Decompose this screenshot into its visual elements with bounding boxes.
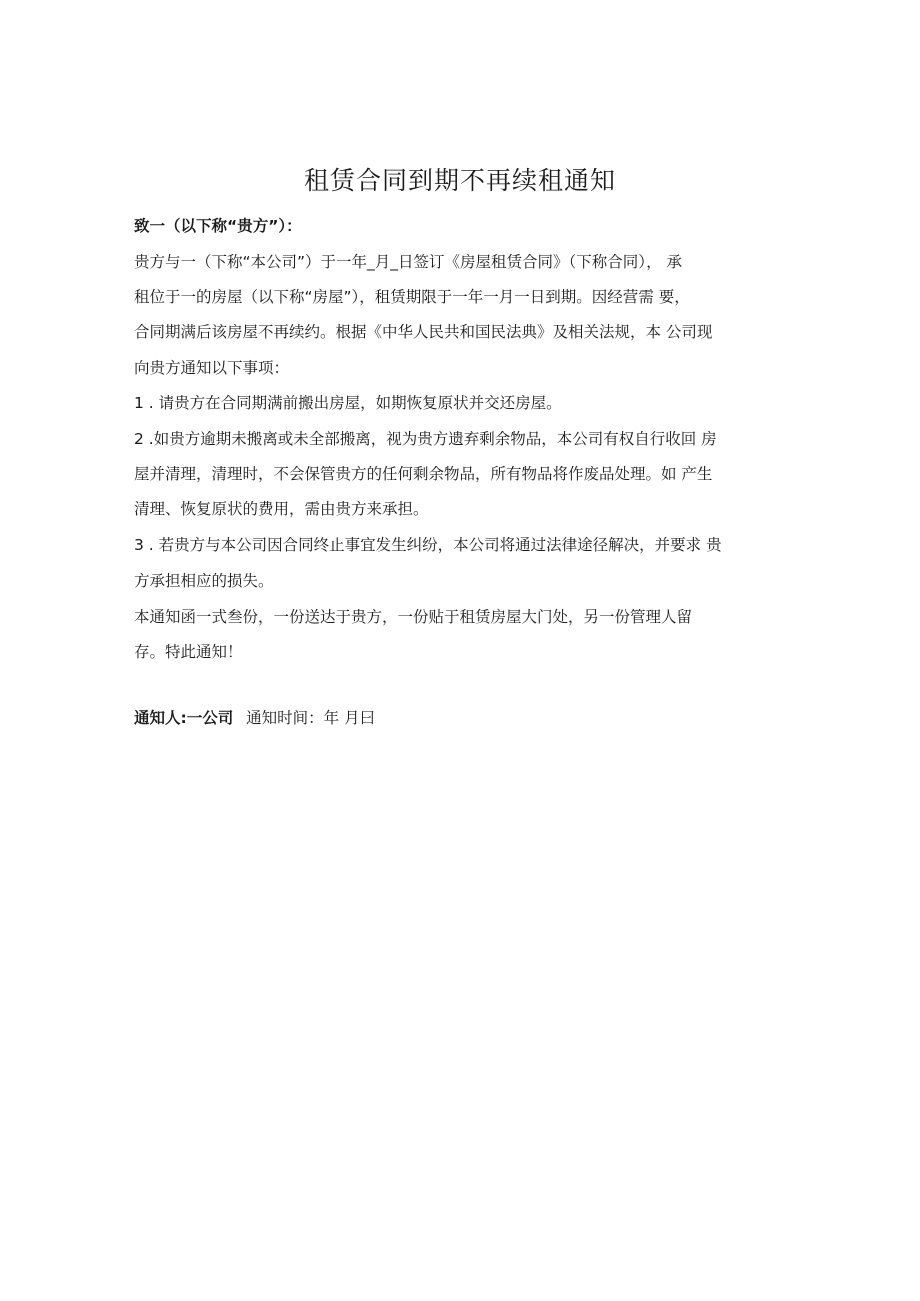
closing-line-1: 本通知函一式叁份，一份送达于贵方，一份贴于租赁房屋大门处，另一份管理人留 — [134, 608, 693, 626]
item-2-line-2: 屋并清理，清理时，不会保管贵方的任何剩余物品，所有物品将作废品处理。如 产生 — [134, 465, 713, 483]
closing-line-2: 存。特此通知！ — [134, 643, 243, 661]
item-2-line-3: 清理、恢复原状的费用，需由贵方来承担。 — [134, 500, 429, 518]
item-1-line-1: 1 . 请贵方在合同期满前搬出房屋，如期恢复原状并交还房屋。 — [134, 394, 562, 412]
body-line-2: 租位于一的房屋（以下称“房屋”），租赁期限于一年一月一日到期。因经营需 要， — [134, 288, 690, 306]
signature-line — [134, 706, 375, 730]
body-line-3: 合同期满后该房屋不再续约。根据《中华人民共和国民法典》及相关法规，本 公司现 — [134, 323, 713, 341]
notifier: 通知人:一公司 — [134, 709, 234, 727]
item-3-line-2: 方承担相应的损失。 — [134, 572, 274, 590]
item-2-line-1: 2 .如贵方逾期未搬离或未全部搬离，视为贵方遗弃剩余物品，本公司有权自行收回 房 — [134, 430, 717, 448]
salutation: 致一（以下称“贵方”）： — [134, 217, 302, 235]
document-title: 租赁合同到期不再续租通知 — [303, 166, 616, 195]
notice-time: 通知时间：年 月曰 — [246, 709, 376, 727]
body-line-1: 贵方与一（下称“本公司”）于一年_月_日签订《房屋租赁合同》（下称合同）， 承 — [134, 253, 682, 271]
item-3-line-1: 3 . 若贵方与本公司因合同终止事宜发生纠纷，本公司将通过法律途径解决，并要求 贵 — [134, 536, 722, 554]
body-line-4: 向贵方通知以下事项： — [134, 359, 290, 377]
